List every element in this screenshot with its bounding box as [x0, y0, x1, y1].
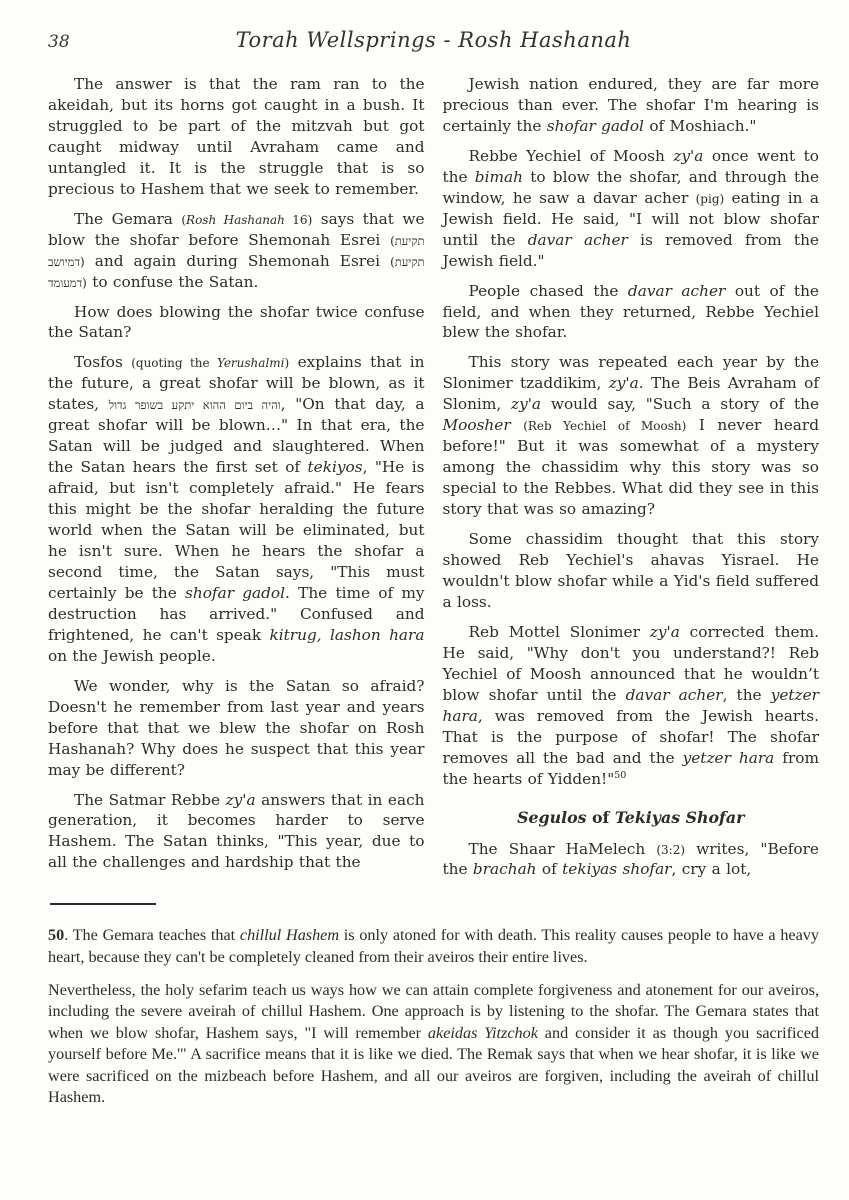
- text-segment: (: [390, 233, 395, 248]
- text-segment: zy'a: [649, 622, 680, 641]
- text-segment: zy'a: [673, 146, 704, 165]
- text-segment: shofar gadol: [185, 583, 286, 602]
- text-segment: 16): [284, 212, 313, 227]
- hebrew-text: תקיעת דמעומד: [48, 254, 425, 290]
- text-segment: yetzer hara: [682, 748, 775, 767]
- text-segment: . The time of my destruction has arrived." Confused and frightened, he can't speak: [48, 583, 425, 644]
- hebrew-text: והיה ביום ההוא יתקע בשופר גדול: [108, 398, 281, 413]
- text-segment: zy'a: [225, 790, 256, 809]
- text-segment: on the Jewish people.: [48, 646, 216, 665]
- text-segment: The Gemara: [74, 209, 182, 228]
- paragraph: [443, 622, 820, 790]
- paragraph: [48, 925, 819, 968]
- text-segment: (quoting the: [131, 356, 217, 371]
- text-segment: davar acher: [625, 685, 723, 704]
- footnote-list: [48, 925, 819, 1108]
- text-segment: zy'a: [511, 395, 542, 414]
- text-segment: kitrug, lashon hara: [269, 625, 425, 644]
- text-segment: Reb Mottel Slonimer: [468, 622, 650, 641]
- text-segment: The Shaar HaMelech: [468, 839, 657, 858]
- text-segment: akeidas Yitzchok: [427, 1023, 538, 1042]
- paragraph: [443, 74, 820, 137]
- text-segment: ): [82, 275, 87, 290]
- text-segment: Yerushalmi: [216, 356, 285, 371]
- text-segment: brachah: [472, 860, 537, 879]
- text-segment: of: [536, 860, 563, 879]
- paragraph: [443, 839, 820, 881]
- text-segment: (pig): [695, 191, 725, 206]
- paragraph: [443, 281, 820, 344]
- footnotes-section: [48, 903, 819, 1108]
- two-column-body: [48, 74, 819, 889]
- text-segment: is removed from the Jewish field.": [442, 230, 819, 270]
- paragraph: [443, 352, 820, 520]
- text-segment: Segulos: [517, 807, 587, 827]
- paragraph: [48, 352, 425, 666]
- text-segment: davar acher: [627, 281, 726, 300]
- paragraph: [443, 529, 820, 613]
- text-segment: , cry a lot,: [671, 860, 752, 879]
- paragraph: [48, 790, 425, 874]
- text-segment: davar acher: [527, 230, 628, 249]
- page-title: Torah Wellsprings - Rosh Hashanah: [235, 28, 632, 52]
- text-segment: , the: [722, 685, 771, 704]
- text-segment: Jewish nation endured, they are far more precious than ever. The shofar I'm hearing is certainly the: [442, 75, 819, 135]
- text-segment: bimah: [474, 167, 523, 186]
- text-segment: explains that in the future, a great shofar will be blown, as it states,: [48, 353, 425, 414]
- text-segment: Nevertheless, the holy sefarim teach us ways how we can attain complete forgiveness and atonement for our aveiros, including the severe aveirah of chillul Hashem. One approach is by listening to the shofar. The Gemara states that when we blow shofar, Hashem says, "I will remember: [48, 980, 819, 1042]
- paragraph: [48, 980, 819, 1109]
- text-segment: would say, "Such a story of the: [541, 395, 819, 414]
- text-segment: is only atoned for with death. This reality causes people to have a heavy heart, because they can't be completely cleaned from their aveiros their entire lives.: [48, 926, 819, 966]
- text-segment: to confuse the Satan.: [86, 272, 259, 291]
- paragraph: [48, 676, 425, 781]
- text-segment: of Moshiach.": [643, 116, 757, 135]
- text-segment: corrected them. He said, "Why don't you understand?! Reb Yechiel of Moosh announced that he wouldn’t blow shofar until the: [442, 622, 819, 704]
- paragraph: [48, 74, 425, 200]
- hebrew-text: תקיעת דמיושב: [48, 233, 425, 269]
- section-heading: [443, 808, 820, 827]
- text-segment: ): [80, 254, 85, 269]
- text-segment: of: [586, 807, 615, 827]
- text-segment: out of the field, and when they returned, Rebbe Yechiel blew the shofar.: [442, 281, 819, 342]
- text-segment: . The Beis Avraham of Slonim,: [442, 374, 819, 414]
- text-segment: from the hearts of Yidden!": [442, 748, 819, 788]
- text-segment: ): [284, 356, 290, 371]
- text-segment: , "He is afraid, but isn't completely afraid." He fears this might be the shofar heralding the future world when the Satan will be eliminated, but he isn't sure. When he hears the shofar a second time, the Satan says, "This must certainly be the: [48, 458, 425, 602]
- text-segment: Rebbe Yechiel of Moosh: [468, 146, 674, 165]
- footnote-divider: [50, 903, 156, 905]
- text-segment: Moosher: [442, 416, 511, 435]
- text-segment: [511, 416, 524, 434]
- text-segment: shofar gadol: [546, 116, 644, 135]
- text-segment: tekiyas shofar: [562, 860, 672, 879]
- right-column: [443, 74, 820, 889]
- text-segment: answers that in each generation, it becomes harder to serve Hashem. The Satan thinks, "This year, due to all the challenges and hardship that the: [48, 790, 425, 872]
- text-segment: 50: [614, 769, 627, 781]
- text-segment: and again during Shemonah Esrei: [84, 251, 391, 270]
- text-segment: , was removed from the Jewish hearts. That is the purpose of shofar! The shofar removes all the bad and the: [442, 706, 819, 767]
- text-segment: The answer is that the ram ran to the akeidah, but its horns got caught in a bush. It struggled to be part of the mitzvah but got caught midway until Avraham came and untangled it. It is the struggle that is so precious to Hashem that we seek to remember.: [48, 75, 425, 198]
- text-segment: Rosh Hashanah: [186, 212, 285, 227]
- text-segment: We wonder, why is the Satan so afraid? Doesn't he remember from last year and years before that that we blew the shofar on Rosh Hashanah? Why does he suspect that this year may be different?: [48, 676, 425, 779]
- text-segment: , "On that day, a great shofar will be blown…" In that era, the Satan will be judged and slaughtered. When the Satan hears the first set of: [48, 395, 425, 477]
- text-segment: tekiyos: [307, 458, 363, 477]
- text-segment: eating in a Jewish field. He said, "I will not blow shofar until the: [442, 188, 820, 249]
- page-number: 38: [48, 32, 70, 52]
- text-segment: chillul Hashem: [239, 926, 340, 945]
- paragraph: [48, 302, 425, 344]
- text-segment: (: [390, 254, 395, 269]
- text-segment: This story was repeated each year by the Slonimer tzaddikim,: [442, 353, 819, 393]
- text-segment: yetzer hara: [442, 685, 819, 725]
- text-segment: How does blowing the shofar twice confuse the Satan?: [48, 302, 425, 342]
- text-segment: I never heard before!" But it was somewhat of a mystery among the chassidim why this story was so special to the Rebbes. What did they see in this story that was so amazing?: [442, 416, 819, 519]
- left-column: [48, 74, 425, 889]
- text-segment: Some chassidim thought that this story showed Reb Yechiel's ahavas Yisrael. He wouldn't blow shofar while a Yid's field suffered a loss.: [442, 530, 819, 611]
- page-header: [48, 28, 819, 52]
- text-segment: to blow the shofar, and through the window, he saw a davar acher: [442, 167, 820, 207]
- paragraph: [443, 146, 820, 272]
- text-segment: (3:2): [656, 842, 686, 857]
- text-segment: writes, "Before the: [442, 839, 819, 879]
- text-segment: (Reb Yechiel of Moosh): [523, 419, 687, 434]
- text-segment: 50: [48, 926, 65, 945]
- text-segment: zy'a: [608, 374, 639, 393]
- text-segment: The Satmar Rebbe: [74, 790, 226, 809]
- paragraph: [48, 209, 425, 293]
- text-segment: (: [181, 212, 187, 227]
- text-segment: . The Gemara teaches that: [64, 926, 240, 945]
- text-segment: says that we blow the shofar before Shemonah Esrei: [48, 209, 425, 249]
- text-segment: Tekiyas Shofar: [614, 807, 745, 827]
- text-segment: and consider it as though you sacrificed yourself before Me.'" A sacrifice means that it is like we died. The Remak says that when we hear shofar, it is like we were sacrificed on the mizbeach before Hashem, and all our aveiros are forgiven, including the aveirah of chillul Hashem.: [48, 1023, 819, 1107]
- text-segment: People chased the: [468, 281, 628, 300]
- text-segment: once went to the: [442, 146, 820, 186]
- text-segment: Tosfos: [74, 353, 132, 372]
